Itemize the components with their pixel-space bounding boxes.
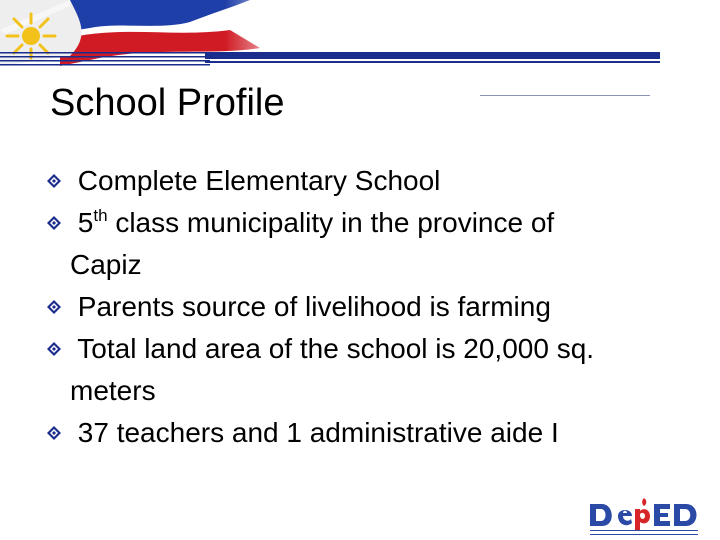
diamond-bullet-icon	[46, 173, 62, 189]
bullet-text-pre: 5	[70, 207, 94, 238]
diamond-bullet-icon	[46, 215, 62, 231]
bullet-item-4	[46, 328, 706, 412]
diamond-bullet-icon	[46, 341, 62, 357]
diamond-bullet-icon	[46, 425, 62, 441]
bullet-item-1	[46, 160, 706, 202]
bullet-text: Total land area of the school is 20,000 sq. meters	[70, 333, 595, 406]
bullet-text-superscript: th	[93, 206, 108, 225]
bullet-list	[46, 160, 706, 454]
bullet-text: Parents source of livelihood is farming	[70, 291, 551, 322]
header-bar-thick	[205, 52, 660, 59]
slide-title: School Profile	[50, 82, 285, 124]
bullet-text-post: class municipality in the province of Capiz	[70, 207, 555, 280]
bullet-item-5	[46, 412, 706, 454]
header-bars	[205, 52, 660, 66]
bullet-text: Complete Elementary School	[70, 165, 441, 196]
bullet-text: 37 teachers and 1 administrative aide I	[70, 417, 559, 448]
deped-logo	[588, 496, 720, 540]
bullet-item-3	[46, 286, 706, 328]
title-underline-rule	[480, 95, 650, 96]
bullet-item-2	[46, 202, 706, 286]
header-left-stripes	[0, 52, 210, 72]
header-bar-thin	[205, 61, 660, 63]
diamond-bullet-icon	[46, 299, 62, 315]
